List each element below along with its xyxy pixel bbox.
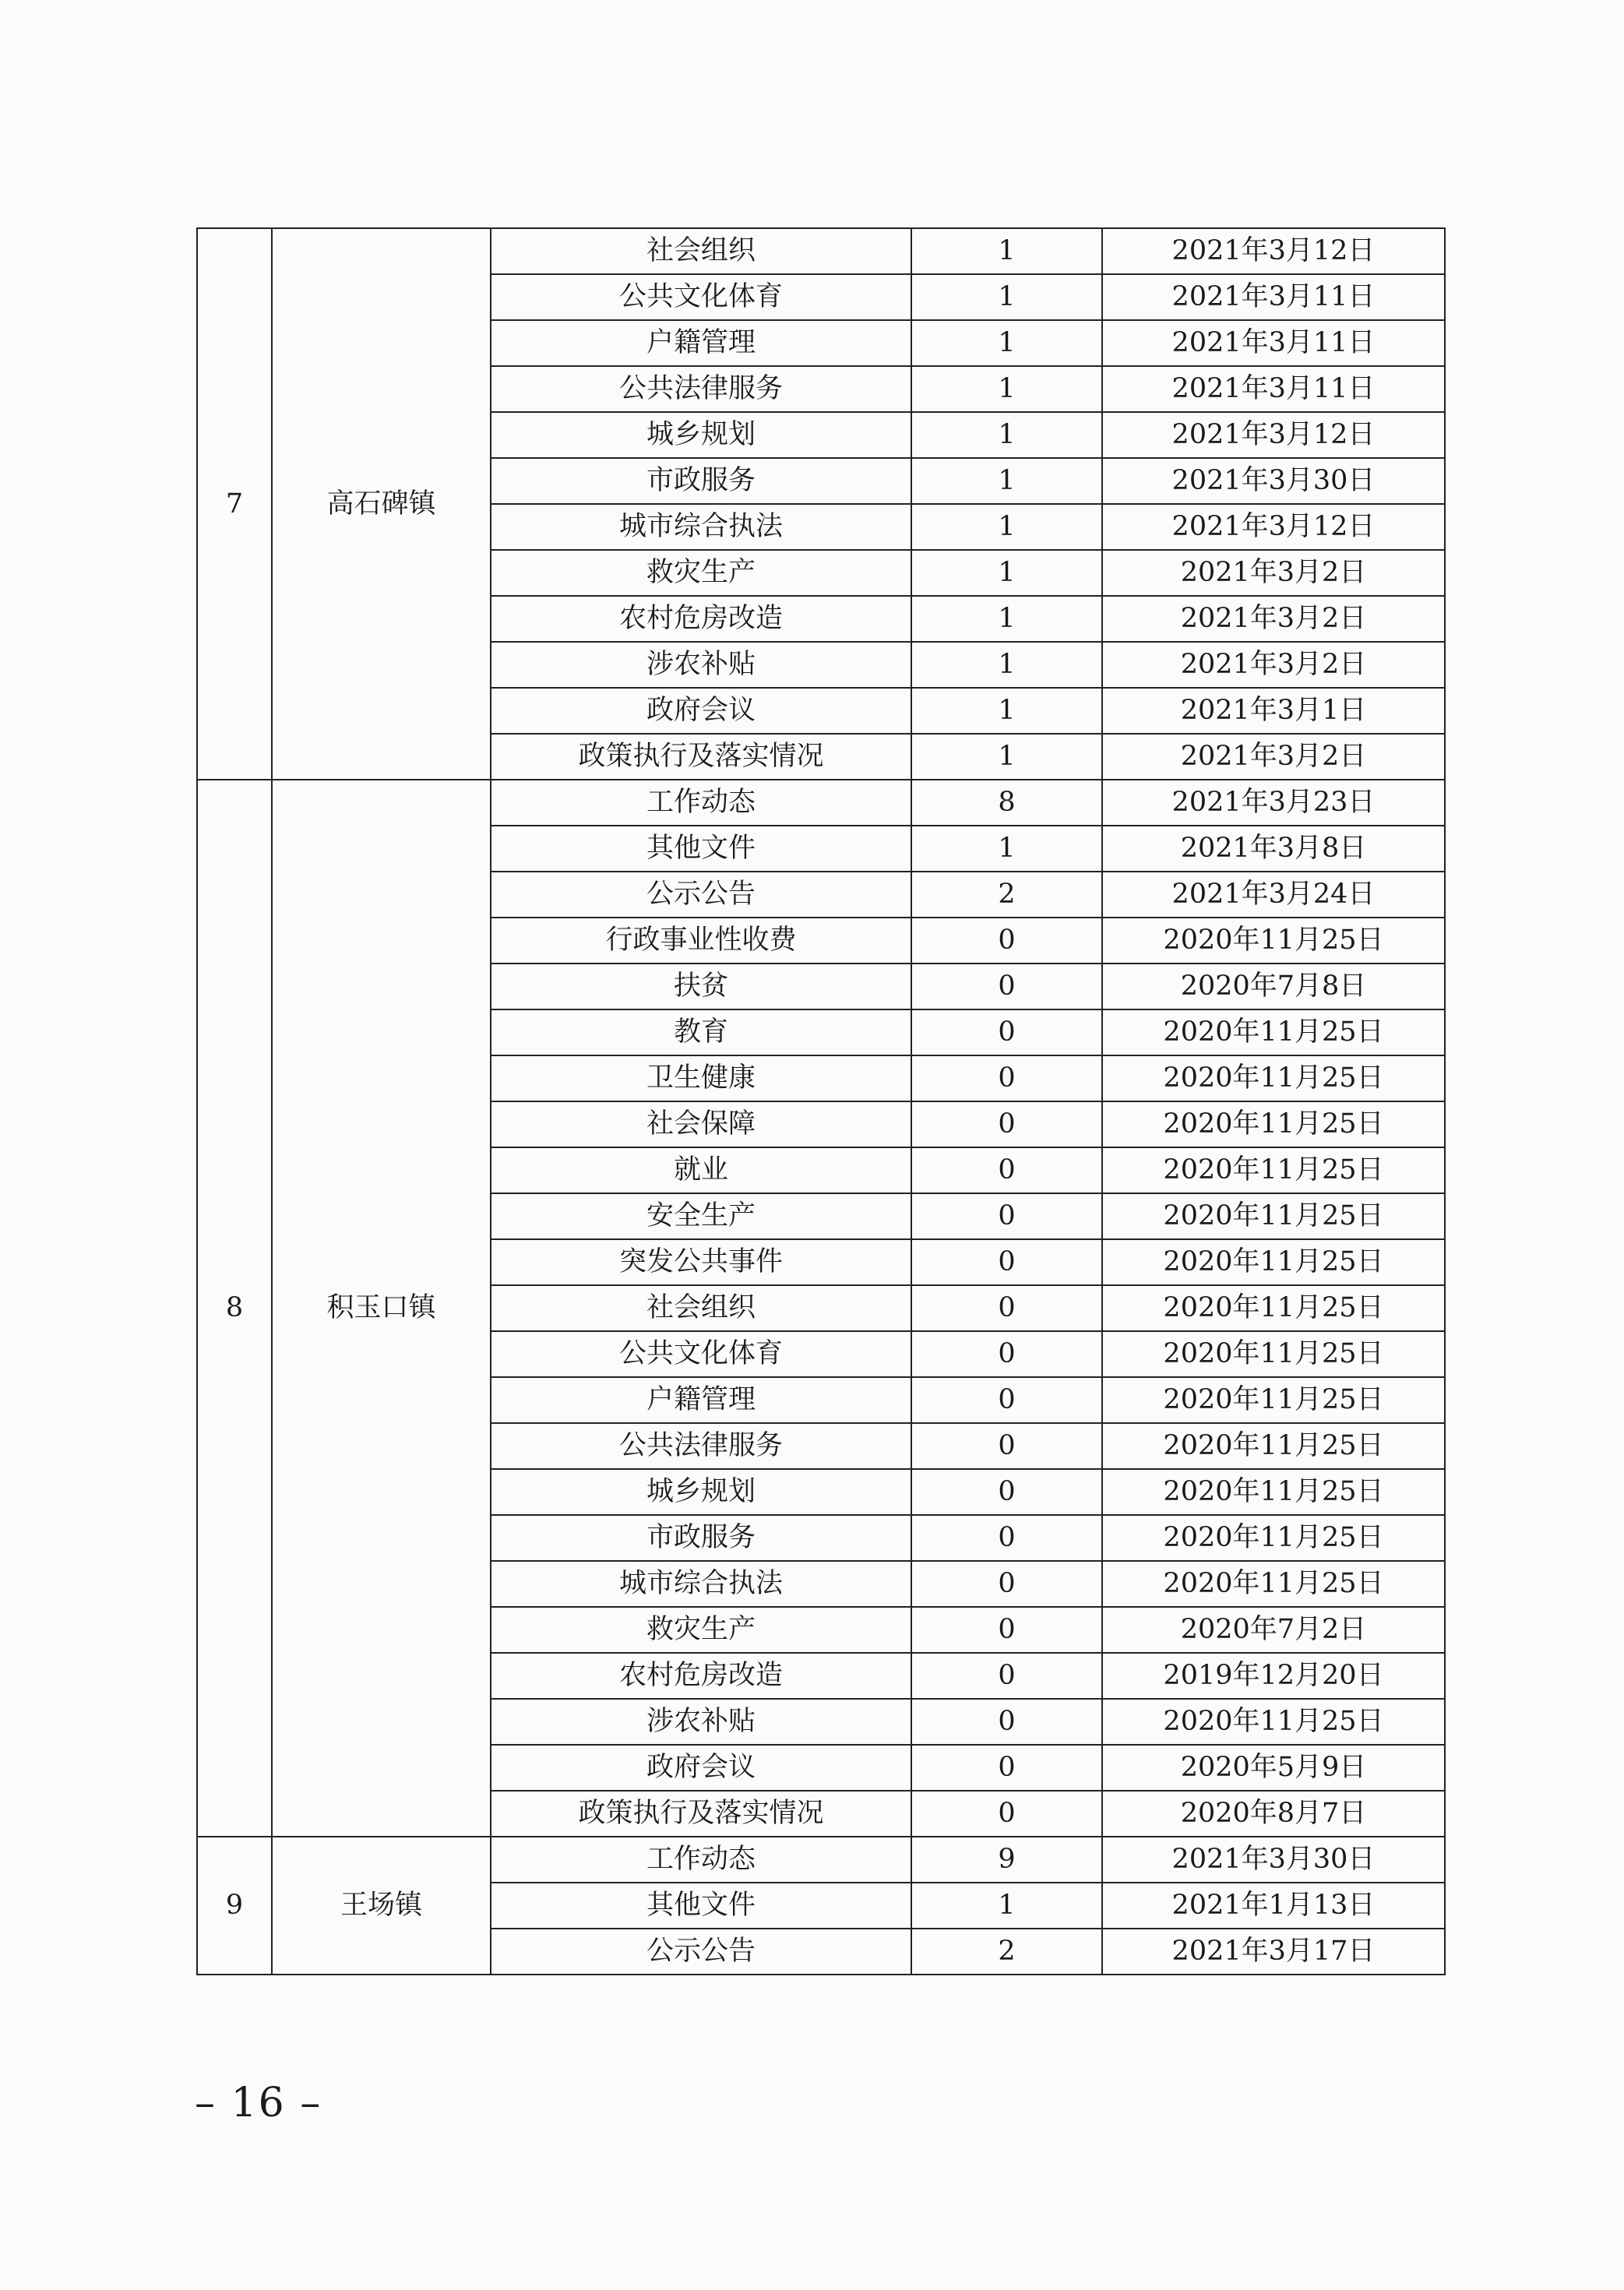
category-cell: 公示公告 (491, 1929, 911, 1975)
count-cell: 0 (911, 1009, 1102, 1055)
count-cell: 0 (911, 1653, 1102, 1699)
count-cell: 0 (911, 964, 1102, 1009)
category-cell: 政府会议 (491, 688, 911, 734)
date-cell: 2021年3月23日 (1102, 780, 1445, 826)
date-cell: 2021年3月11日 (1102, 320, 1445, 366)
category-cell: 涉农补贴 (491, 642, 911, 688)
category-cell: 公共法律服务 (491, 366, 911, 412)
date-cell: 2020年7月2日 (1102, 1607, 1445, 1653)
count-cell: 1 (911, 504, 1102, 550)
count-cell: 0 (911, 1791, 1102, 1837)
table-row (197, 228, 1445, 274)
count-cell: 2 (911, 1929, 1102, 1975)
count-cell: 0 (911, 1745, 1102, 1791)
date-cell: 2020年5月9日 (1102, 1745, 1445, 1791)
category-cell: 其他文件 (491, 1883, 911, 1929)
category-cell: 城乡规划 (491, 1469, 911, 1515)
count-cell: 1 (911, 366, 1102, 412)
category-cell: 户籍管理 (491, 320, 911, 366)
date-cell: 2020年11月25日 (1102, 1009, 1445, 1055)
count-cell: 0 (911, 1101, 1102, 1147)
disclosure-table (196, 227, 1446, 1975)
count-cell: 8 (911, 780, 1102, 826)
category-cell: 工作动态 (491, 1837, 911, 1883)
group-number-cell: 7 (197, 228, 272, 780)
date-cell: 2020年11月25日 (1102, 1515, 1445, 1561)
category-cell: 突发公共事件 (491, 1239, 911, 1285)
date-cell: 2020年11月25日 (1102, 1193, 1445, 1239)
category-cell: 市政服务 (491, 1515, 911, 1561)
count-cell: 0 (911, 1147, 1102, 1193)
count-cell: 0 (911, 1193, 1102, 1239)
date-cell: 2021年3月12日 (1102, 412, 1445, 458)
count-cell: 0 (911, 1377, 1102, 1423)
group-number-cell: 8 (197, 780, 272, 1837)
count-cell: 9 (911, 1837, 1102, 1883)
date-cell: 2021年3月2日 (1102, 550, 1445, 596)
category-cell: 公示公告 (491, 872, 911, 918)
category-cell: 农村危房改造 (491, 1653, 911, 1699)
count-cell: 0 (911, 1515, 1102, 1561)
category-cell: 城市综合执法 (491, 1561, 911, 1607)
count-cell: 1 (911, 320, 1102, 366)
category-cell: 社会组织 (491, 228, 911, 274)
date-cell: 2021年3月30日 (1102, 1837, 1445, 1883)
category-cell: 就业 (491, 1147, 911, 1193)
count-cell: 0 (911, 918, 1102, 964)
date-cell: 2020年11月25日 (1102, 1377, 1445, 1423)
count-cell: 1 (911, 1883, 1102, 1929)
count-cell: 1 (911, 412, 1102, 458)
date-cell: 2020年11月25日 (1102, 1331, 1445, 1377)
date-cell: 2020年11月25日 (1102, 1423, 1445, 1469)
date-cell: 2021年3月24日 (1102, 872, 1445, 918)
count-cell: 2 (911, 872, 1102, 918)
table-row (197, 780, 1445, 826)
date-cell: 2021年3月2日 (1102, 734, 1445, 780)
count-cell: 1 (911, 642, 1102, 688)
date-cell: 2020年11月25日 (1102, 918, 1445, 964)
count-cell: 0 (911, 1285, 1102, 1331)
category-cell: 市政服务 (491, 458, 911, 504)
category-cell: 卫生健康 (491, 1055, 911, 1101)
count-cell: 1 (911, 274, 1102, 320)
town-name-cell: 高石碑镇 (272, 228, 491, 780)
category-cell: 城乡规划 (491, 412, 911, 458)
page-number: – 16 – (195, 2080, 322, 2126)
category-cell: 政策执行及落实情况 (491, 734, 911, 780)
category-cell: 农村危房改造 (491, 596, 911, 642)
date-cell: 2019年12月20日 (1102, 1653, 1445, 1699)
date-cell: 2021年1月13日 (1102, 1883, 1445, 1929)
date-cell: 2021年3月17日 (1102, 1929, 1445, 1975)
date-cell: 2021年3月11日 (1102, 274, 1445, 320)
category-cell: 公共法律服务 (491, 1423, 911, 1469)
date-cell: 2021年3月2日 (1102, 642, 1445, 688)
date-cell: 2020年11月25日 (1102, 1239, 1445, 1285)
date-cell: 2020年11月25日 (1102, 1055, 1445, 1101)
category-cell: 社会保障 (491, 1101, 911, 1147)
date-cell: 2021年3月2日 (1102, 596, 1445, 642)
category-cell: 行政事业性收费 (491, 918, 911, 964)
category-cell: 户籍管理 (491, 1377, 911, 1423)
count-cell: 1 (911, 826, 1102, 872)
count-cell: 1 (911, 734, 1102, 780)
count-cell: 0 (911, 1469, 1102, 1515)
category-cell: 公共文化体育 (491, 1331, 911, 1377)
date-cell: 2020年7月8日 (1102, 964, 1445, 1009)
category-cell: 社会组织 (491, 1285, 911, 1331)
count-cell: 1 (911, 688, 1102, 734)
category-cell: 救灾生产 (491, 1607, 911, 1653)
date-cell: 2021年3月12日 (1102, 228, 1445, 274)
count-cell: 0 (911, 1055, 1102, 1101)
count-cell: 1 (911, 228, 1102, 274)
count-cell: 1 (911, 550, 1102, 596)
count-cell: 0 (911, 1699, 1102, 1745)
count-cell: 0 (911, 1423, 1102, 1469)
date-cell: 2020年11月25日 (1102, 1561, 1445, 1607)
date-cell: 2021年3月1日 (1102, 688, 1445, 734)
category-cell: 工作动态 (491, 780, 911, 826)
date-cell: 2021年3月11日 (1102, 366, 1445, 412)
count-cell: 1 (911, 596, 1102, 642)
date-cell: 2020年11月25日 (1102, 1147, 1445, 1193)
count-cell: 0 (911, 1331, 1102, 1377)
table-row (197, 1837, 1445, 1883)
category-cell: 城市综合执法 (491, 504, 911, 550)
town-name-cell: 积玉口镇 (272, 780, 491, 1837)
category-cell: 教育 (491, 1009, 911, 1055)
date-cell: 2020年11月25日 (1102, 1285, 1445, 1331)
date-cell: 2021年3月30日 (1102, 458, 1445, 504)
group-number-cell: 9 (197, 1837, 272, 1975)
category-cell: 安全生产 (491, 1193, 911, 1239)
category-cell: 公共文化体育 (491, 274, 911, 320)
category-cell: 救灾生产 (491, 550, 911, 596)
date-cell: 2021年3月12日 (1102, 504, 1445, 550)
count-cell: 0 (911, 1561, 1102, 1607)
category-cell: 政策执行及落实情况 (491, 1791, 911, 1837)
count-cell: 1 (911, 458, 1102, 504)
count-cell: 0 (911, 1239, 1102, 1285)
category-cell: 其他文件 (491, 826, 911, 872)
date-cell: 2020年11月25日 (1102, 1469, 1445, 1515)
category-cell: 涉农补贴 (491, 1699, 911, 1745)
category-cell: 政府会议 (491, 1745, 911, 1791)
date-cell: 2021年3月8日 (1102, 826, 1445, 872)
date-cell: 2020年11月25日 (1102, 1101, 1445, 1147)
date-cell: 2020年11月25日 (1102, 1699, 1445, 1745)
town-name-cell: 王场镇 (272, 1837, 491, 1975)
count-cell: 0 (911, 1607, 1102, 1653)
date-cell: 2020年8月7日 (1102, 1791, 1445, 1837)
category-cell: 扶贫 (491, 964, 911, 1009)
table-body (197, 228, 1445, 1975)
